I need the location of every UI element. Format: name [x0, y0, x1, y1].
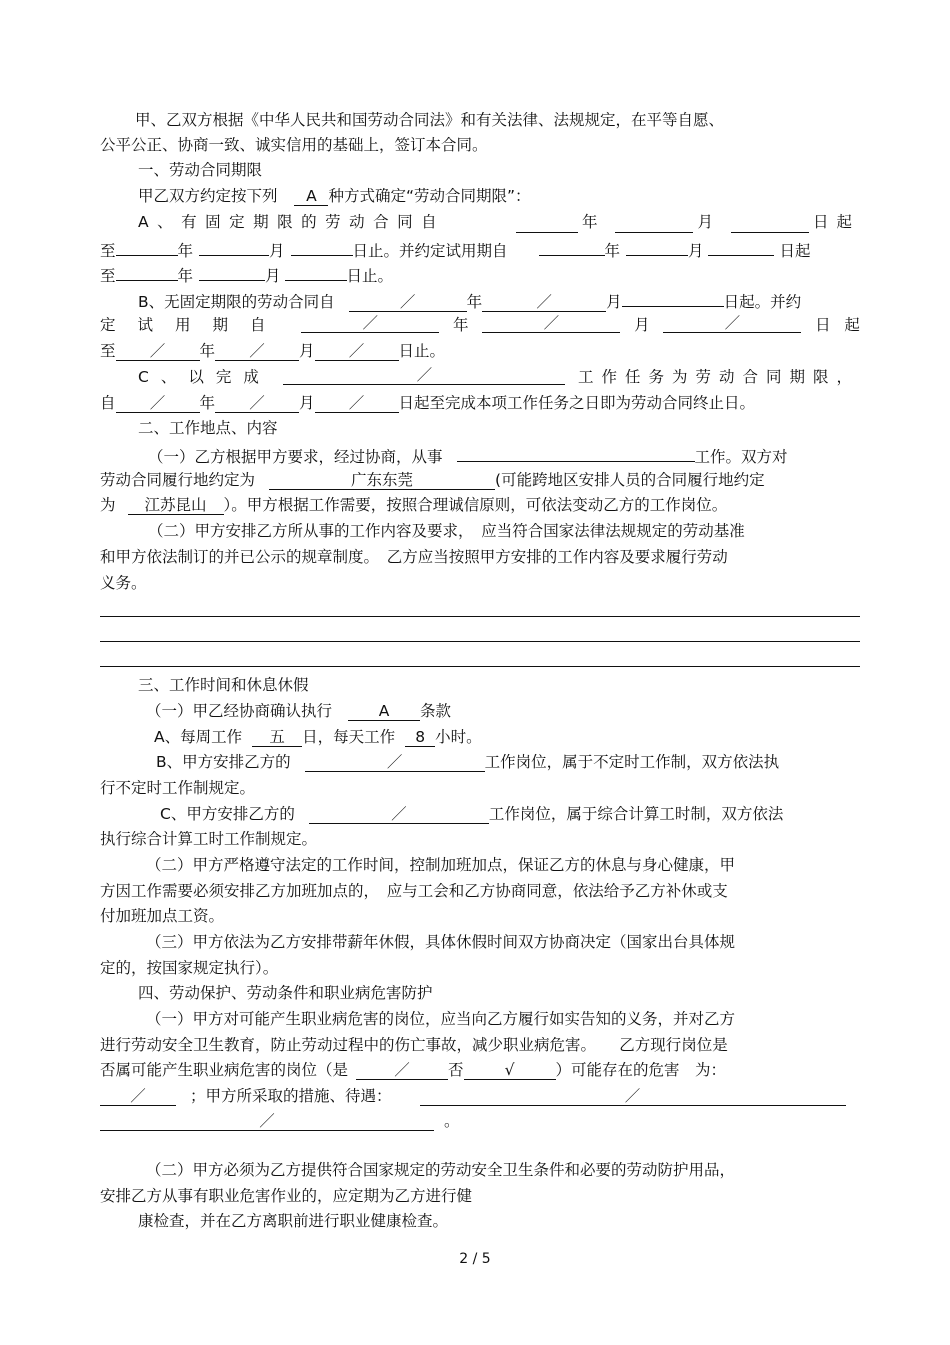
measures-field[interactable]: ／: [420, 1087, 846, 1106]
c-start-month[interactable]: ／: [215, 394, 299, 413]
s3-p2-line-1: （二）甲方严格遵守法定的工作时间，控制加班加点，保证乙方的休息与身心健康，甲: [146, 856, 736, 874]
s2-p1-line-1: （一）乙方根据甲方要求，经过协商，从事 工作。双方对: [148, 443, 908, 468]
c-comprehensive-post-field[interactable]: ／: [309, 805, 489, 824]
hazard-no-field[interactable]: √: [464, 1061, 556, 1080]
alt-work-place-field[interactable]: 江苏昆山: [128, 496, 224, 515]
b-probation-day[interactable]: ／: [663, 314, 801, 333]
c-start-day[interactable]: ／: [315, 394, 399, 413]
s4-p1-line-5: ／ 。: [100, 1110, 860, 1132]
b-end-day[interactable]: ／: [315, 342, 399, 361]
hazard-yes-field[interactable]: ／: [356, 1061, 448, 1080]
option-c-line-1: C、以完成 ／ 工作任务为劳动合同期限，: [138, 366, 860, 386]
option-a-line-2: 至 年 月 日止。并约定试用期自 年 月 日起: [100, 237, 860, 262]
s2-p2-line-2: 和甲方依法制订的并已公示的规章制度。 乙方应当按照甲方安排的工作内容及要求履行劳动: [100, 548, 728, 566]
b-start-month[interactable]: ／: [482, 293, 606, 312]
a-start-month[interactable]: [615, 214, 693, 233]
s4-p2-line-3: 康检查，并在乙方离职前进行职业健康检查。: [138, 1212, 449, 1230]
job-type-field[interactable]: [457, 443, 695, 462]
blank-line-2[interactable]: [100, 641, 860, 642]
c-task-field[interactable]: ／: [283, 366, 565, 385]
probation-start-day[interactable]: [708, 237, 774, 256]
s3-p1: （一）甲乙经协商确认执行 A 条款: [146, 702, 452, 720]
a-start-day[interactable]: [731, 214, 809, 233]
s4-p1-line-4: ／ ；甲方所采取的措施、待遇： ／: [100, 1085, 860, 1107]
days-per-week[interactable]: 五: [252, 728, 302, 747]
s3-p2-line-3: 付加班加点工资。: [100, 907, 225, 925]
b-start-year[interactable]: ／: [349, 293, 467, 312]
b-flexible-post-field[interactable]: ／: [305, 753, 485, 772]
intro-line-1: 甲、乙双方根据《中华人民共和国劳动合同法》和有关法律、法规规定，在平等自愿、: [135, 111, 725, 129]
s4-p1-line-1: （一）甲方对可能产生职业病危害的岗位，应当向乙方履行如实告知的义务，并对乙方: [146, 1010, 736, 1028]
b-end-month[interactable]: ／: [215, 342, 299, 361]
option-b-line-1: B、无固定期限的劳动合同自 ／ 年 ／ 月 日起。并约: [138, 288, 898, 313]
a-end-month[interactable]: [199, 237, 269, 256]
intro-line-2: 公平公正、协商一致、诚实信用的基础上，签订本合同。: [100, 136, 488, 154]
b-probation-month[interactable]: ／: [482, 314, 620, 333]
s3-p2-line-2: 方因工作需要必须安排乙方加班加点的， 应与工会和乙方协商同意，依法给予乙方补休或支: [100, 882, 728, 900]
s4-p2-line-2: 安排乙方从事有职业危害作业的，应定期为乙方进行健: [100, 1187, 473, 1205]
s3-option-b-line-2: 行不定时工作制规定。: [100, 779, 256, 797]
s2-p1-line-2: 劳动合同履行地约定为 广东东莞 (可能跨地区安排人员的合同履行地约定: [100, 471, 765, 489]
blank-line-3[interactable]: [100, 666, 860, 667]
b-start-day[interactable]: [622, 288, 724, 307]
option-b-line-3: 至 ／ 年 ／ 月 ／ 日止。: [100, 342, 446, 360]
s4-p1-line-3: 否属可能产生职业病危害的岗位（是 ／ 否 √ ）可能存在的危害 为：: [100, 1061, 727, 1079]
hours-clause-value[interactable]: A: [348, 702, 420, 721]
a-end-day[interactable]: [291, 237, 353, 256]
term-choice-line: 甲乙双方约定按下列 A 种方式确定“劳动合同期限”：: [138, 187, 531, 205]
work-place-field[interactable]: 广东东莞: [269, 471, 495, 490]
section-2-title: 二、工作地点、内容: [138, 419, 278, 437]
s3-p3-line-2: 定的，按国家规定执行）。: [100, 959, 279, 977]
section-1-title: 一、劳动合同期限: [138, 161, 263, 179]
s3-option-a: A、每周工作 五 日，每天工作 8 小时。: [154, 728, 482, 746]
blank-line-1[interactable]: [100, 616, 860, 617]
probation-start-month[interactable]: [626, 237, 688, 256]
s3-option-b-line-1: B、甲方安排乙方的 ／ 工作岗位，属于不定时工作制，双方依法执: [156, 753, 780, 771]
section-4-title: 四、劳动保护、劳动条件和职业病危害防护: [138, 984, 433, 1002]
probation-end-day[interactable]: [285, 262, 347, 281]
option-b-line-2: 定试用期自 ／ 年 ／ 月 ／ 日 起: [100, 314, 860, 334]
option-a-line-3: 至 年 月 日止。: [100, 262, 860, 287]
a-end-year[interactable]: [116, 237, 178, 256]
b-probation-year[interactable]: ／: [301, 314, 439, 333]
probation-end-month[interactable]: [199, 262, 265, 281]
s3-option-c-line-2: 执行综合计算工时工作制规定。: [100, 830, 318, 848]
page-number: 2 / 5: [459, 1251, 491, 1267]
hours-per-day[interactable]: 8: [405, 728, 435, 747]
a-start-year[interactable]: [516, 214, 578, 233]
term-choice-value[interactable]: A: [294, 187, 328, 206]
probation-end-year[interactable]: [116, 262, 178, 281]
s3-p3-line-1: （三）甲方依法为乙方安排带薪年休假，具体休假时间双方协商决定（国家出台具体规: [146, 933, 736, 951]
s2-p2-line-1: （二）甲方安排乙方所从事的工作内容及要求， 应当符合国家法律法规规定的劳动基准: [148, 522, 745, 540]
section-3-title: 三、工作时间和休息休假: [138, 676, 309, 694]
c-start-year[interactable]: ／: [116, 394, 200, 413]
s3-option-c-line-1: C、甲方安排乙方的 ／ 工作岗位，属于综合计算工时制，双方依法: [160, 805, 784, 823]
s2-p2-line-3: 义务。: [100, 574, 147, 592]
s4-p2-line-1: （二）甲方必须为乙方提供符合国家规定的劳动安全卫生条件和必要的劳动防护用品，: [146, 1161, 736, 1179]
option-c-line-2: 自 ／ 年 ／ 月 ／ 日起至完成本项工作任务之日即为劳动合同终止日。: [100, 394, 756, 412]
measures-field-cont[interactable]: ／: [100, 1112, 434, 1131]
b-end-year[interactable]: ／: [116, 342, 200, 361]
probation-start-year[interactable]: [539, 237, 605, 256]
hazard-type-field[interactable]: ／: [100, 1087, 176, 1106]
s2-p1-line-3: 为 江苏昆山 ）。甲方根据工作需要，按照合理诚信原则，可依法变动乙方的工作岗位。: [100, 496, 728, 514]
s4-p1-line-2: 进行劳动安全卫生教育，防止劳动过程中的伤亡事故，减少职业病危害。 乙方现行岗位是: [100, 1036, 728, 1054]
option-a-line-1: A、有固定期限的劳动合同自 年 月 日起: [138, 213, 860, 231]
